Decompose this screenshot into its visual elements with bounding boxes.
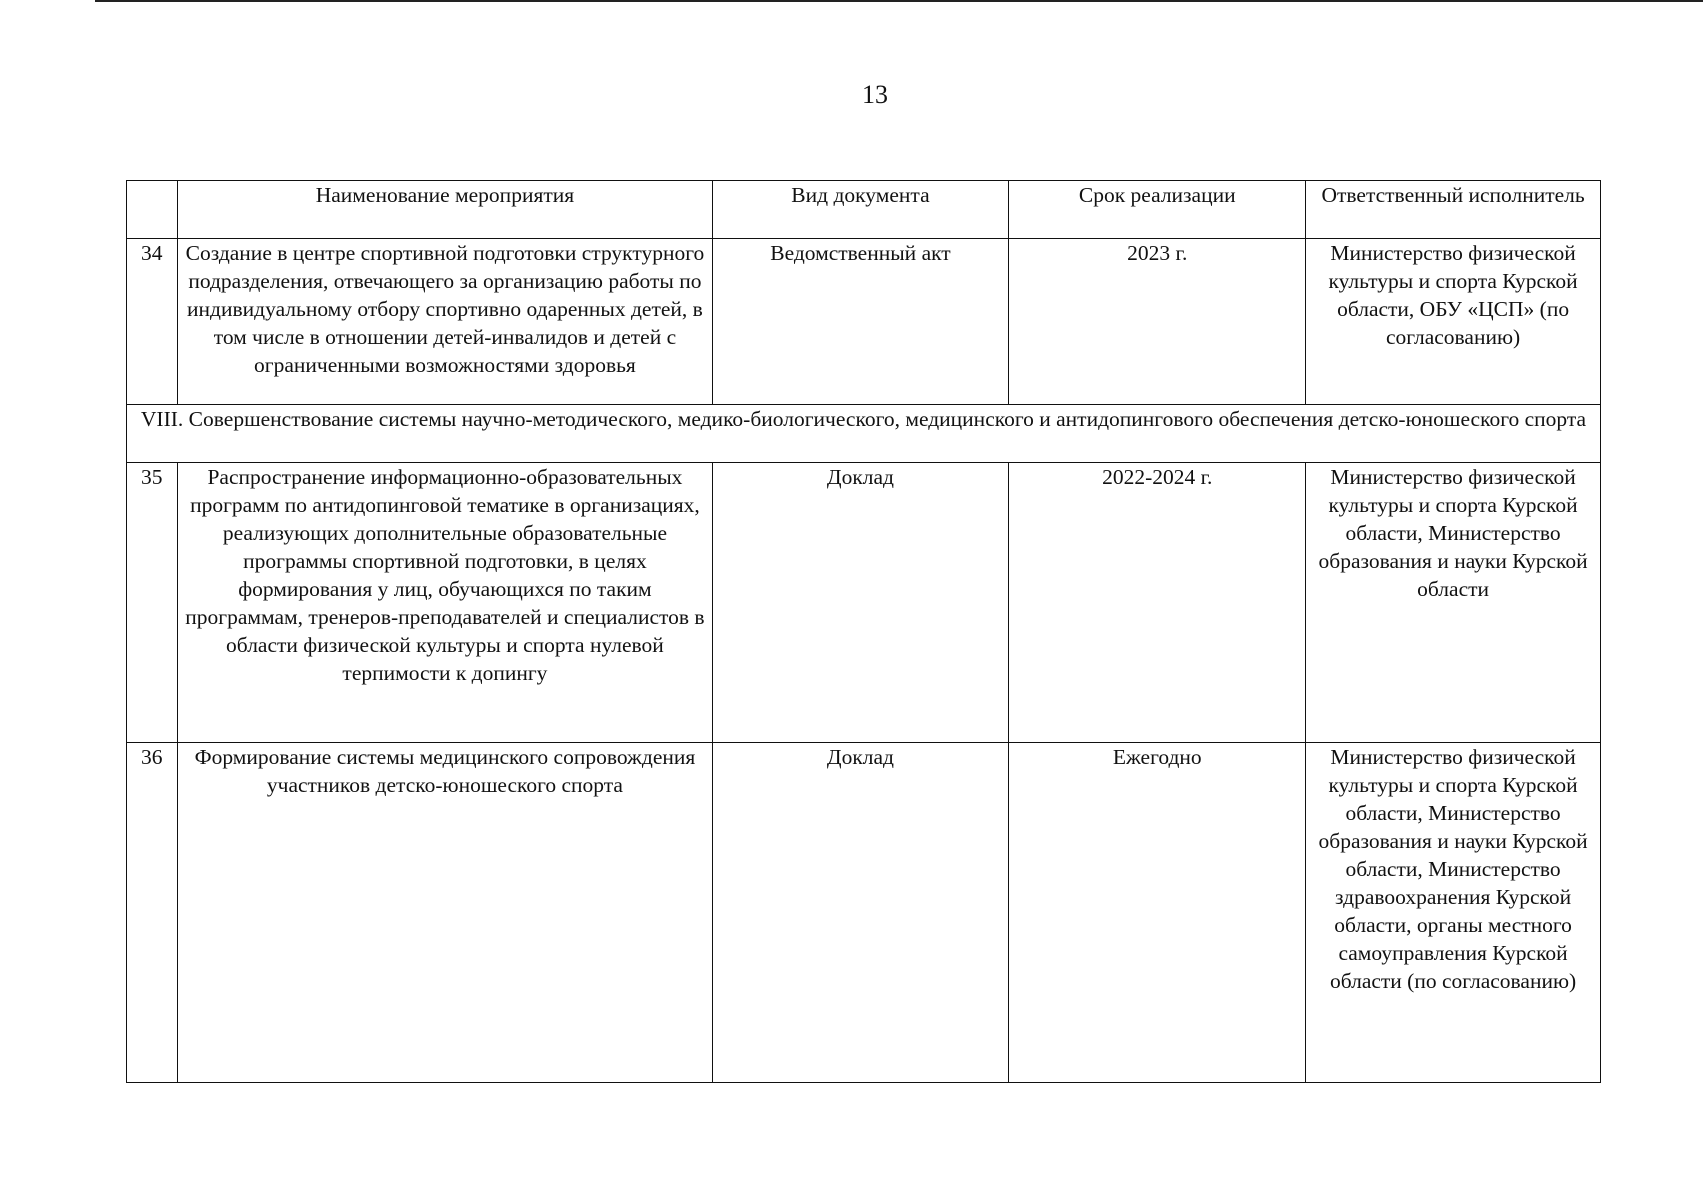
page-number: 13 <box>862 80 888 109</box>
measures-table <box>126 180 1601 1083</box>
header-responsible: Ответственный исполнитель <box>1306 181 1601 239</box>
row-name: Распространение информационно-образовательных программ по антидопинговой тематике в организациях, реализующих дополнительные образовательные программы спортивной подготовки, в целях формирования у лиц, обучающихся по таким программам, тренеров-преподавателей и специалистов в области физической культуры и спорта нулевой терпимости к допингу <box>178 463 712 743</box>
row-doc-type: Ведомственный акт <box>712 239 1009 405</box>
row-term: 2022-2024 г. <box>1009 463 1306 743</box>
table-row <box>127 743 1601 1083</box>
table-row <box>127 463 1601 743</box>
row-name: Формирование системы медицинского сопровождения участников детско-юношеского спорта <box>178 743 712 1083</box>
section-title: VIII. Совершенствование системы научно-методического, медико-биологического, медицинского и антидопингового обеспечения детско-юношеского спорта <box>127 405 1601 463</box>
section-row <box>127 405 1601 463</box>
row-responsible: Министерство физической культуры и спорта Курской области, Министерство образования и науки Курской области <box>1306 463 1601 743</box>
row-name: Создание в центре спортивной подготовки структурного подразделения, отвечающего за организацию работы по индивидуальному отбору спортивно одаренных детей, в том числе в отношении детей-инвалидов и детей с ограниченными возможностями здоровья <box>178 239 712 405</box>
header-name: Наименование мероприятия <box>178 181 712 239</box>
scan-edge <box>95 0 1703 2</box>
header-num <box>127 181 178 239</box>
row-term: 2023 г. <box>1009 239 1306 405</box>
row-doc-type: Доклад <box>712 463 1009 743</box>
row-term: Ежегодно <box>1009 743 1306 1083</box>
row-doc-type: Доклад <box>712 743 1009 1083</box>
table-row <box>127 239 1601 405</box>
row-responsible: Министерство физической культуры и спорта Курской области, Министерство образования и науки Курской области, Министерство здравоохранения Курской области, органы местного самоуправления Курской области (по согласованию) <box>1306 743 1601 1083</box>
header-term: Срок реализации <box>1009 181 1306 239</box>
row-num: 36 <box>127 743 178 1083</box>
row-responsible: Министерство физической культуры и спорта Курской области, ОБУ «ЦСП» (по согласованию) <box>1306 239 1601 405</box>
row-num: 35 <box>127 463 178 743</box>
header-doc-type: Вид документа <box>712 181 1009 239</box>
table-header-row <box>127 181 1601 239</box>
row-num: 34 <box>127 239 178 405</box>
